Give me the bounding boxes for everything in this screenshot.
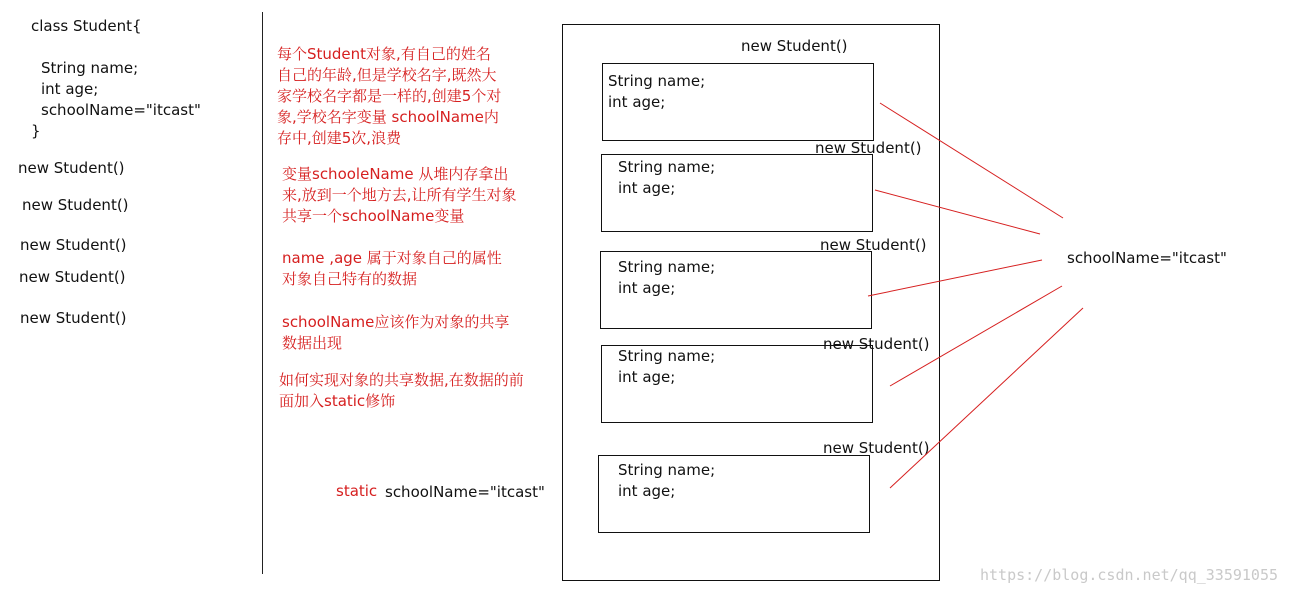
object-field-name: String name; [618,461,716,479]
static-field: schoolName="itcast" [385,483,545,501]
object-field-name: String name; [618,347,716,365]
object-field-age: int age; [618,179,676,197]
static-keyword: static [336,482,378,500]
object-field-name: String name; [608,72,706,90]
note-line: 对象自己特有的数据 [282,270,418,288]
new-call: new Student() [19,268,126,286]
note-line: 共享一个schoolName变量 [282,207,465,225]
object-title: new Student() [741,37,848,55]
note-line: 来,放到一个地方去,让所有学生对象 [282,186,517,204]
object-field-age: int age; [618,279,676,297]
object-title: new Student() [820,236,927,254]
shared-schoolname: schoolName="itcast" [1067,249,1227,267]
watermark: https://blog.csdn.net/qq_33591055 [979,566,1278,584]
new-call: new Student() [20,309,127,327]
reference-line [875,190,1040,234]
note-line: 数据出现 [282,334,343,352]
class-closing-brace: } [31,122,41,140]
object-field-age: int age; [608,93,666,111]
reference-line [880,103,1063,218]
object-title: new Student() [823,439,930,457]
reference-line [890,286,1062,386]
object-field-name: String name; [618,158,716,176]
note-line: 面加入static修饰 [279,392,396,410]
object-field-age: int age; [618,482,676,500]
object-field-name: String name; [618,258,716,276]
note-line: schoolName应该作为对象的共享 [282,313,510,331]
object-title: new Student() [823,335,930,353]
note-line: 存中,创建5次,浪费 [277,129,402,147]
note-line: 家学校名字都是一样的,创建5个对 [277,87,502,105]
object-title: new Student() [815,139,922,157]
note-line: 如何实现对象的共享数据,在数据的前 [279,371,524,389]
field-name: String name; [41,59,139,77]
note-line: name ,age 属于对象自己的属性 [282,249,502,267]
class-header: class Student{ [31,17,142,35]
new-call: new Student() [18,159,125,177]
note-line: 象,学校名字变量 schoolName内 [277,108,499,126]
note-line: 每个Student对象,有自己的姓名 [277,45,491,63]
object-field-age: int age; [618,368,676,386]
note-line: 自己的年龄,但是学校名字,既然大 [277,66,497,84]
new-call: new Student() [22,196,129,214]
note-line: 变量schooleName 从堆内存拿出 [282,165,509,183]
field-age: int age; [41,80,99,98]
reference-line [890,308,1083,488]
field-schoolname: schoolName="itcast" [41,101,201,119]
new-call: new Student() [20,236,127,254]
reference-line [868,260,1042,296]
